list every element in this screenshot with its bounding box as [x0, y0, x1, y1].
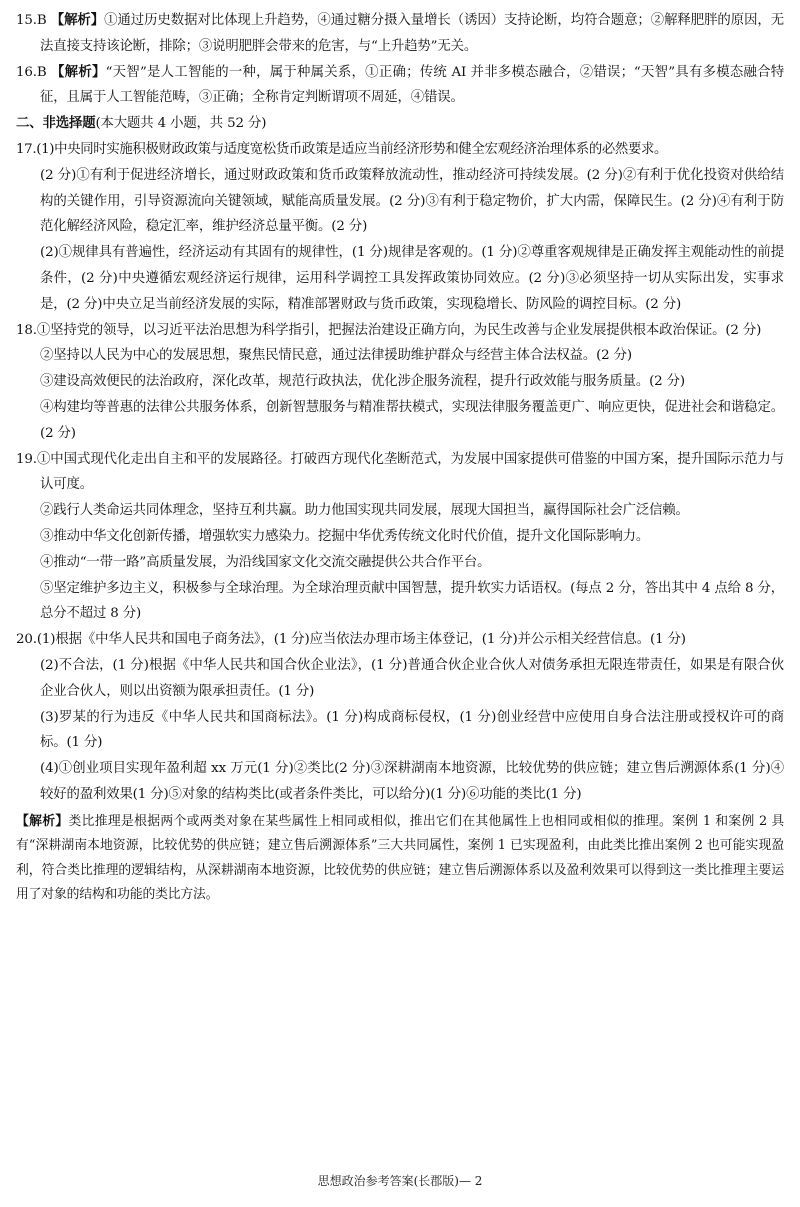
q15-text: ①通过历史数据对比体现上升趋势，④通过糖分摄入量增长（诱因）支持论断，均符合题意；②解释肥胖的原因，无法直接支持该论断，排除；③说明肥胖会带来的危害，与“上升趋势”无关。 [40, 13, 784, 54]
answer-q16 [16, 60, 784, 112]
page-footer: 思想政治参考答案(长郡版)— 2 [317, 1174, 483, 1188]
answer-q18-point4: ④构建均等普惠的法律公共服务体系，创新智慧服务与精准帮扶模式，实现法律服务覆盖更广、响应更快，促进社会和谐稳定。(2 分) [40, 399, 784, 441]
answer-q20-part4: (4)①创业项目实现年盈利超 xx 万元(1 分)②类比(2 分)③深耕湖南本地资源，比较优势的供应链；建立售后溯源体系(1 分)④较好的盈利效果(1 分)⑤对象的结构类比(或者条件类比，可以给分)(1 分)⑥功能的类比(1 分) [40, 761, 784, 802]
section-title: 二、非选择题 [16, 115, 96, 132]
q16-analysis-tag: 【解析】 [51, 63, 106, 80]
answer-q20-part1: 20.(1)根据《中华人民共和国电子商务法》，(1 分)应当依法办理市场主体登记，(1 分)并公示相关经营信息。(1 分) [16, 632, 686, 648]
section-note: (本大题共 4 小题，共 52 分) [95, 116, 267, 132]
answer-q19-point1: 19.①中国式现代化走出自主和平的发展路径。打破西方现代化垄断范式，为发展中国家提供可借鉴的中国方案，提升国际示范力与认可度。 [16, 451, 784, 493]
q16-number: 16.B [16, 64, 47, 80]
answer-q15 [16, 8, 784, 60]
q15-analysis-tag: 【解析】 [50, 12, 105, 28]
answer-content [16, 8, 784, 908]
answer-q19-point2: ②践行人类命运共同体理念，坚持互利共赢。助力他国实现共同发展，展现大国担当，赢得国际社会广泛信赖。 [40, 503, 689, 519]
answer-q17-part2: (2)①规律具有普遍性，经济运动有其固有的规律性，(1 分)规律是客观的。(1 分)②尊重客观规律是正确发挥主观能动性的前提条件，(2 分)中央遵循宏观经济运行规律，运用科学调控工具发挥政策协同效应。(2 分)③必须坚持一切从实际出发，实事求是，(2 分)中央立足当前经济发展的实际，精准部署财政与货币政策，实现稳增长、防风险的调控目标。(2 分) [40, 245, 784, 312]
answer-q19-point3: ③推动中华文化创新传播，增强软实力感染力。挖掘中华优秀传统文化时代价值，提升文化国际影响力。 [40, 528, 650, 544]
answer-q19-point4: ④推动“一带一路”高质量发展，为沿线国家文化交流交融提供公共合作平台。 [40, 554, 491, 570]
q20-analysis-tag: 【解析】 [16, 813, 69, 829]
q15-number: 15.B [16, 13, 47, 28]
answer-q18-point3: ③建设高效便民的法治政府，深化改革，规范行政执法，优化涉企服务流程，提升行政效能与服务质量。(2 分) [40, 374, 685, 390]
answer-q17-line1: 17.(1)中央同时实施积极财政政策与适度宽松货币政策是适应当前经济形势和健全宏观经济治理体系的必然要求。 [16, 141, 668, 157]
answer-q17-part1: (2 分)①有利于促进经济增长，通过财政政策和货币政策释放流动性，推动经济可持续发展。(2 分)②有利于优化投资对供给结构的关键作用，引导资源流向关键领域，赋能高质量发展。(2 分)③有利于稳定物价，扩大内需，保障民生。(2 分)④有利于防范化解经济风险，稳定汇率，维护经济总量平衡。(2 分) [40, 167, 784, 235]
section-heading [16, 111, 784, 137]
answer-q20-part2: (2)不合法，(1 分)根据《中华人民共和国合伙企业法》，(1 分)普通合伙企业合伙人对债务承担无限连带责任，如果是有限合伙企业合伙人，则以出资额为限承担责任。(1 分) [40, 657, 784, 699]
answer-q18-point2: ②坚持以人民为中心的发展思想，聚焦民情民意，通过法律援助维护群众与经营主体合法权益。(2 分) [40, 348, 632, 364]
answer-q20-analysis [16, 810, 784, 908]
answer-q18-point1: 18.①坚持党的领导，以习近平法治思想为科学指引，把握法治建设正确方向，为民生改善与企业发展提供根本政治保证。(2 分) [16, 322, 762, 338]
answer-q19-point5: ⑤坚定维护多边主义，积极参与全球治理。为全球治理贡献中国智慧，提升软实力话语权。(每点 2 分，答出其中 4 点给 8 分，总分不超过 8 分) [40, 580, 784, 622]
q16-text: “天智”是人工智能的一种，属于种属关系，①正确；传统 AI 并非多模态融合，②错误；“天智”具有多模态融合特征，且属于人工智能范畴，③正确；全称肯定判断谓项不周延，④错误。 [40, 64, 784, 106]
q20-analysis-text: 类比推理是根据两个或两类对象在某些属性上相同或相似，推出它们在其他属性上也相同或相似的推理。案例 1 和案例 2 具有“深耕湖南本地资源，比较优势的供应链；建立售后溯源体系”三大共同属性，案例 1 已实现盈利，由此类比推出案例 2 也可能实现盈利，符合类比推理的逻辑结构，从深耕湖南本地资源，比较优势的供应链；建立售后溯源体系以及盈利效果可以得到这一类比推理主要运用了对象的结构和功能的类比方法。 [16, 813, 784, 903]
answer-q20-part3: (3)罗某的行为违反《中华人民共和国商标法》。(1 分)构成商标侵权，(1 分)创业经营中应使用自身合法注册或授权许可的商标。(1 分) [40, 709, 784, 751]
